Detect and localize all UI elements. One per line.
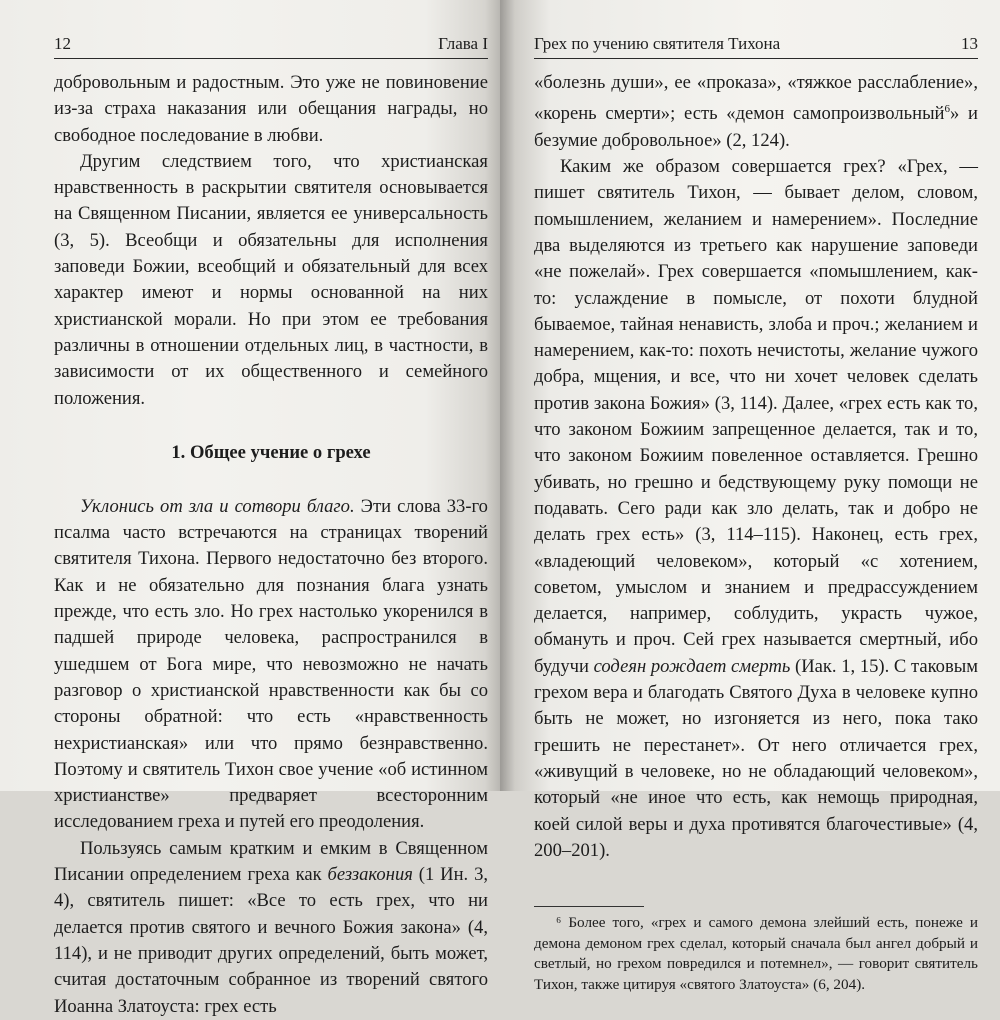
paragraph: добровольным и радостным. Это уже не повиновение из-за страха наказания или обещания награды, но свободное последование в любви. [54,72,488,146]
paragraph [534,154,978,864]
right-page [500,0,1000,993]
paragraph [534,70,978,154]
italic-term: беззакония [327,864,413,886]
left-page-number: 12 [54,34,71,53]
paragraph [54,494,488,836]
paragraph-text: «болезнь души», ее «проказа», «тяжкое расслабление», «корень смерти»; есть «демон самопроизвольный$^6$» и безумие добровольное» (2, 124). [534,72,978,151]
paragraph-text: Каким же образом совершается грех? «Грех, — пишет святитель Тихон, — бывает делом, словом, помышлением, желанием и намерением». Последние два выделяются из третьего как нарушение заповеди «не пожелай». Грех совершается «помышлением, как-то: услаждение в помысле, от похоти блудной бываемое, тайная ненависть, злоба и проч.; желанием и намерением, как-то: похоть нечистоты, желание чужого добра, мщения, и все, что ни хочет человек сделать против закона Божия» (3, 114). Далее, «грех есть как то, что законом Божиим запрещенное делается, так и то, что законом Божиим повеленное оставляется. Грешно убивать, но грешно и бедствующему руку помощи не подавать. Сего ради как зло делать, так и добро не делать грех есть» (3, 114–115). Наконец, есть грех, «владеющий человеком», который «с хотением, советом, умыслом и знанием и предрассуждением делается, например, соблудить, украсть чужое, обмануть и проч. Сей грех называется смертный, ибо будучи [534,156,978,677]
left-chapter-title: Глава I [438,34,488,53]
footnote-mark: 6 [944,103,951,116]
left-page [0,0,500,1017]
paragraph [54,836,488,1020]
paragraph-text: (Иак. 1, 15). С таковым грехом вера и благодать Святого Духа в человеке купно быть не может, но изгоняется из него, пока тако грешить не перестанет». От него отличается грех, «живущий в человеке, но не обладающий человеком», который «не иное что есть, как немощь природная, коей силой веры и духа противятся благочестивые» (4, 200–201). [534,655,978,861]
right-section-title: Грех по учению святителя Тихона [534,34,781,53]
italic-quote: содеян рождает смерть [593,655,791,677]
paragraph: Другим следствием того, что христианская нравственность в раскрытии святителя основывается на Священном Писании, является ее универсальность (3, 5). Всеобщи и обязательны для исполнения заповеди Божии, всеобщий и обязательный для всех характер имеют и нормы основанной на них христианской морали. Но при этом ее требования различны в отношении отдельных лиц, в частности, в зависимости от их общественного и семейного положения. [54,150,488,409]
left-running-head [54,34,488,59]
right-body-text [534,70,978,864]
paragraph-text: (1 Ин. 3, 4), святитель пишет: «Все то есть грех, что ни делается против святого и вечного Божия закона» (4, 114), и не приводит других определений, быть может, считая достаточным собранное из творений святого Иоанна Златоуста: грех есть [54,864,489,1017]
footnote [534,913,978,995]
right-page-number: 13 [961,34,978,53]
paragraph-text: Эти слова 33-го псалма часто встречаются на страницах творений святителя Тихона. Первого недостаточно без второго. Как и не обязательно для познания блага узнать прежде, что есть зло. Но грех настолько укоренился в падшей природе человека, распространился в ушедшем от Бога мире, что невозможно не начать разговор о христианской нравственности как бы со стороны обратной: что есть «нравственность нехристианская» или что прямо безнравственно. Поэтому и святитель Тихон свое учение «об истинном христианстве» предваряет всесторонним исследованием греха и путей его преодоления. [54,495,488,833]
footnote-text: ⁶ Более того, «грех и самого демона злейший есть, понеже и демона демоном грех сделал, который сначала был ангел добрый и светлый, но грехом повредился и потемнел», — говорит святитель Тихон, также цитируя «святого Златоуста» (6, 204). [534,914,978,993]
left-body-text [54,70,488,1020]
italic-quote: Уклонись от зла и сотвори благо. [80,495,355,517]
paragraph-text: Пользуясь самым кратким и емким в Священном Писании определением греха как [54,837,488,886]
footnote-rule [534,906,644,907]
section-heading: 1. Общее учение о грехе [171,441,371,463]
right-running-head [534,34,978,59]
